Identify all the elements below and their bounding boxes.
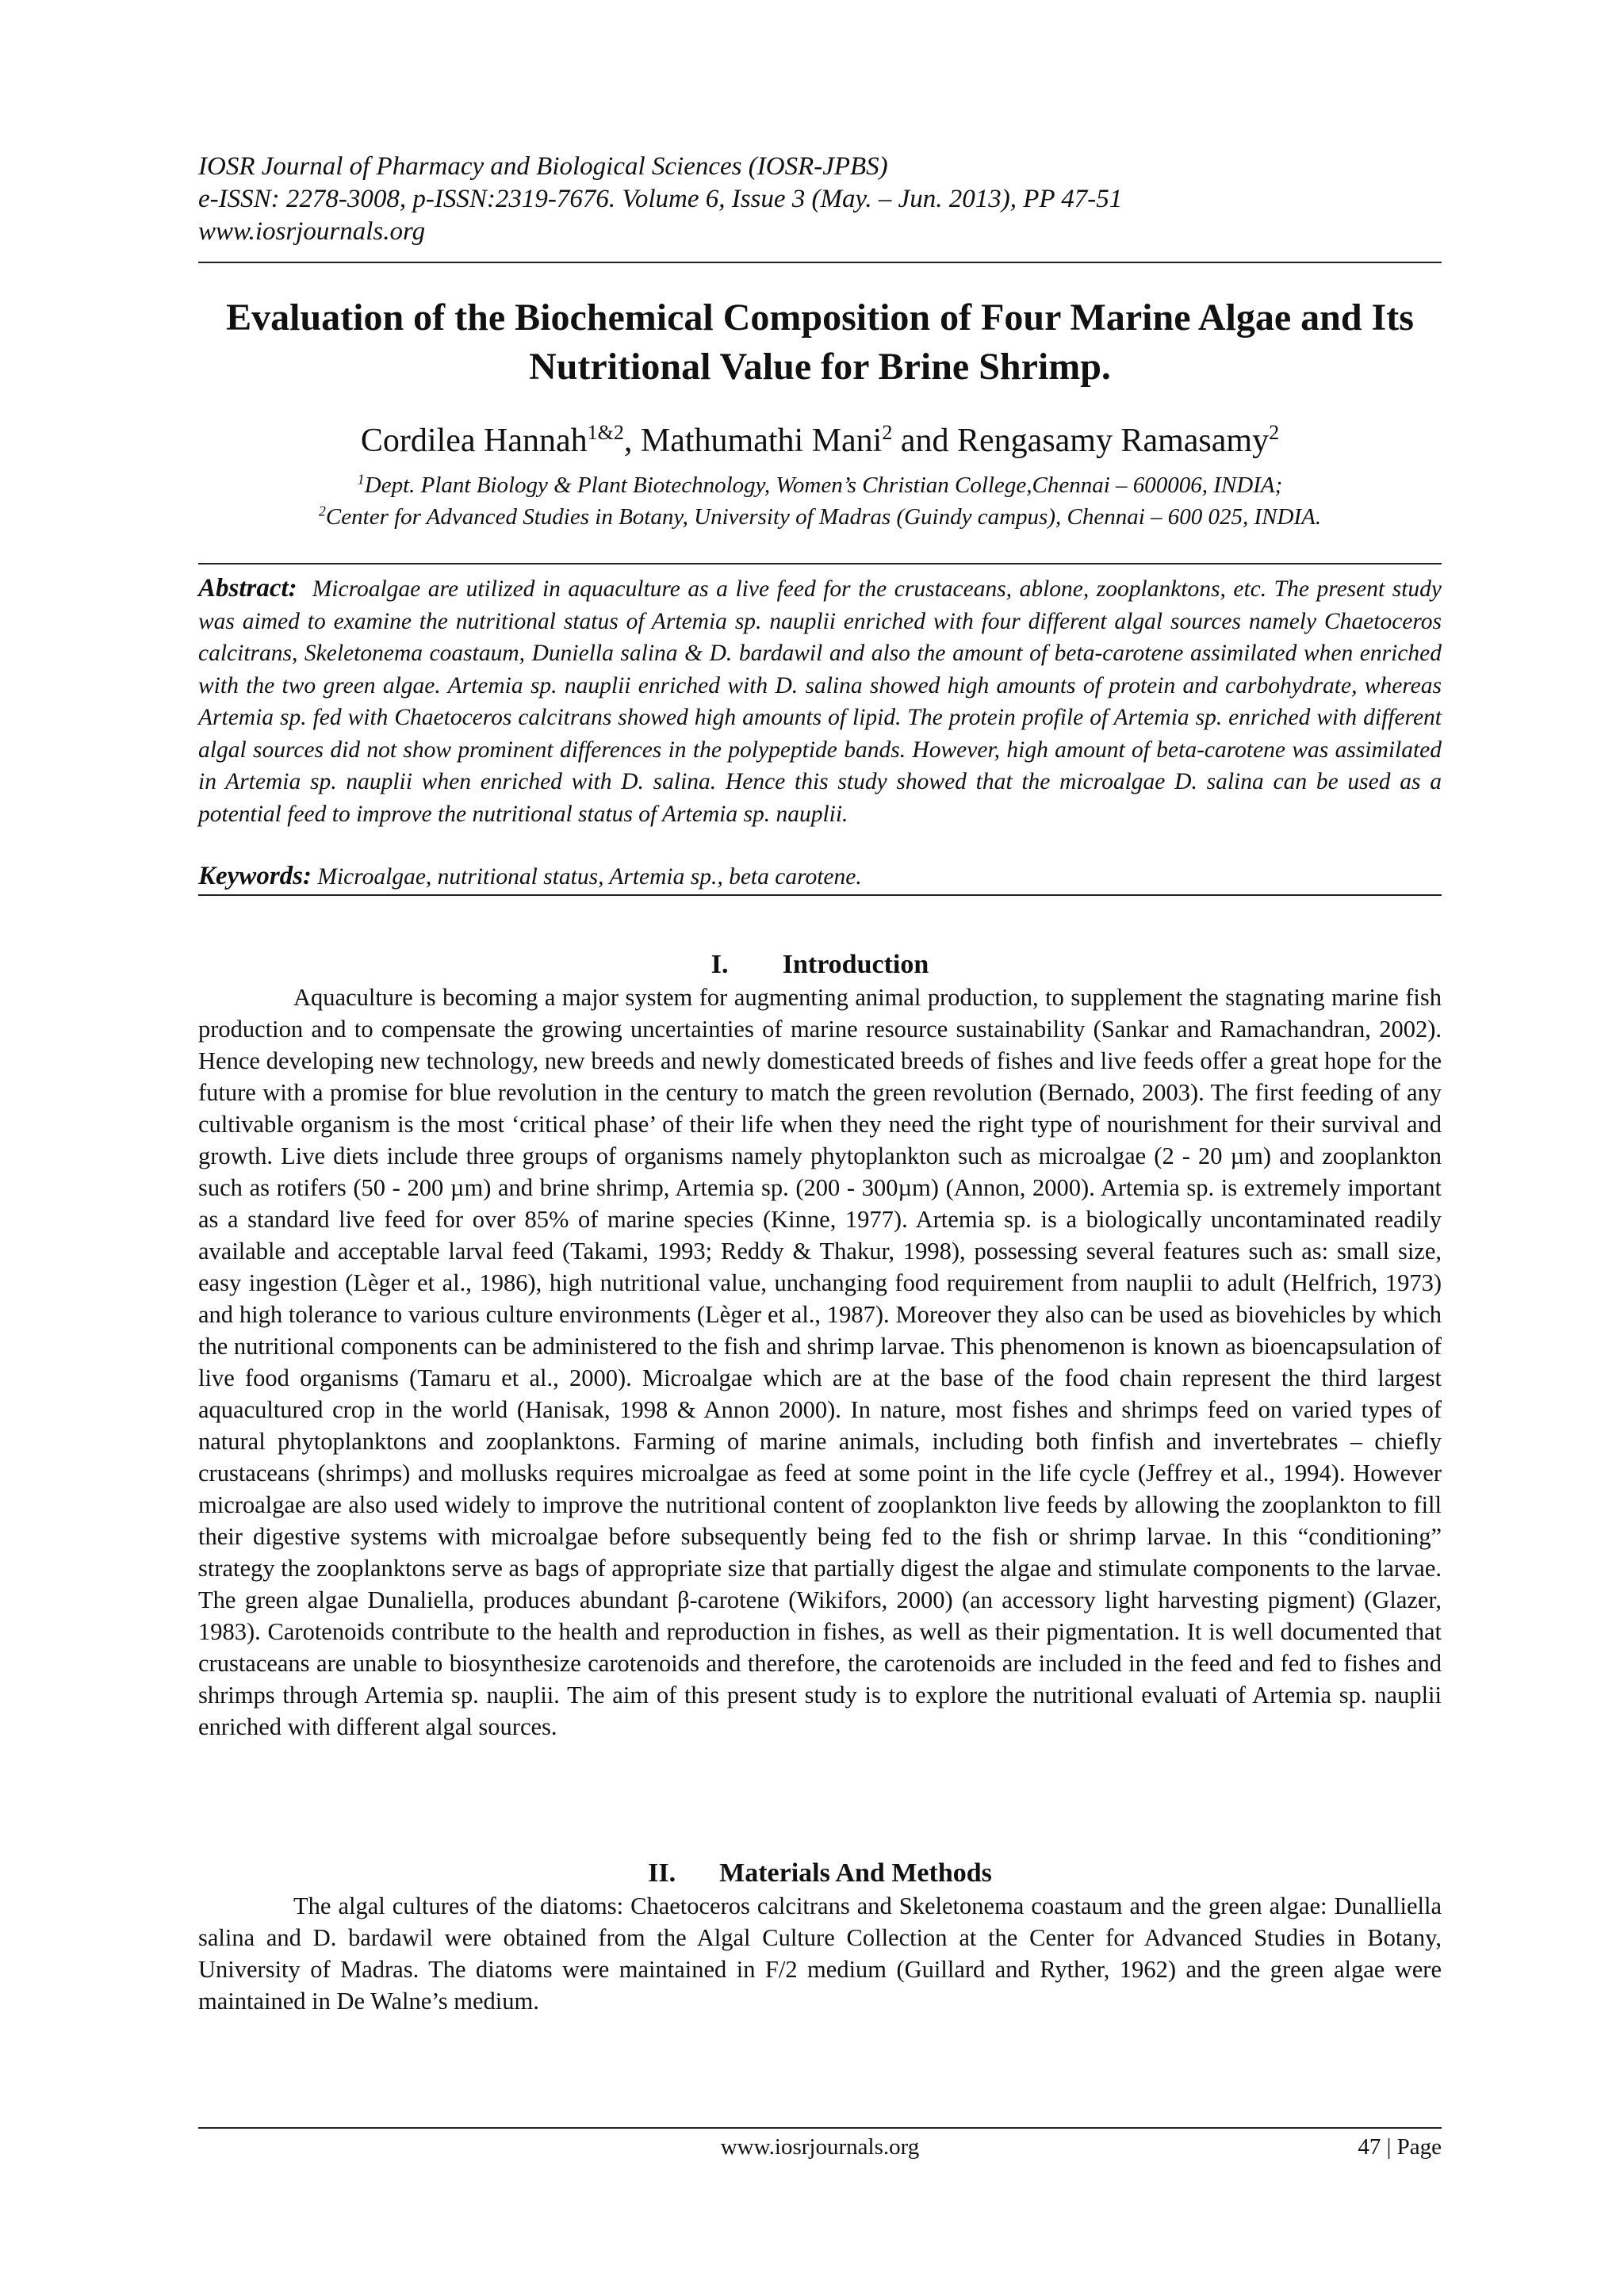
author-affiliation-mark: 1&2 <box>587 421 624 444</box>
author-name: Mathumathi Mani <box>640 423 883 459</box>
keywords-text: Microalgae, nutritional status, Artemia sp., beta carotene. <box>317 864 862 890</box>
abstract-label: Abstract: <box>198 574 297 603</box>
keywords <box>198 860 1442 893</box>
section-title: Materials And Methods <box>719 1858 992 1888</box>
affiliation-text: Dept. Plant Biology & Plant Biotechnology, Women’s Christian College,Chennai – 600006, INDIA; <box>364 473 1283 498</box>
journal-name: IOSR Journal of Pharmacy and Biological Sciences (IOSR-JPBS) <box>198 152 888 181</box>
footer-divider <box>198 2127 1442 2129</box>
paragraph: Aquaculture is becoming a major system for augmenting animal production, to supplement the stagnating marine fish production and to compensate the growing uncertainties of marine resource sustainability (Sankar and Ramachandran, 2002). Hence developing new technology, new breeds and newly domesticated breeds of fishes and live feeds offer a great hope for the future with a promise for blue revolution in the century to match the green revolution (Bernado, 2003). The first feeding of any cultivable organism is the most ‘critical phase’ of their life when they need the right type of nourishment for their survival and growth. Live diets include three groups of organisms namely phytoplankton such as microalgae (2 - 20 µm) and zooplankton such as rotifers (50 - 200 µm) and brine shrimp, Artemia sp. (200 - 300µm) (Annon, 2000). Artemia sp. is extremely important as a standard live feed for over 85% of marine species (Kinne, 1977). Artemia sp. is a biologically uncontaminated readily available and acceptable larval feed (Takami, 1993; Reddy & Thakur, 1998), possessing several features such as: small size, easy ingestion (Lèger et al., 1986), high nutritional value, unchanging food requirement from nauplii to adult (Helfrich, 1973) and high tolerance to various culture environments (Lèger et al., 1987). Moreover they also can be used as biovehicles by which the nutritional components can be administered to the fish and shrimp larvae. This phenomenon is known as bioencapsulation of live food organisms (Tamaru et al., 2000). Microalgae which are at the base of the food chain represent the third largest aquacultured crop in the world (Hanisak, 1998 & Annon 2000). In nature, most fishes and shrimps feed on varied types of natural phytoplanktons and zooplanktons. Farming of marine animals, including both finfish and invertebrates – chiefly crustaceans (shrimps) and mollusks requires microalgae as feed at some point in the life cycle (Jeffrey et al., 1994). However microalgae are also used widely to improve the nutritional content of zooplankton live feeds by allowing the zooplankton to fill their digestive systems with microalgae before subsequently being fed to the fish or shrimp larvae. In this “conditioning” strategy the zooplanktons serve as bags of appropriate size that partially digest the algae and stimulate components to the larvae. The green algae Dunaliella, produces abundant β-carotene (Wikifors, 2000) (an accessory light harvesting pigment) (Glazer, 1983). Carotenoids contribute to the health and reproduction in fishes, as well as their pigmentation. It is well documented that crustaceans are unable to biosynthesize carotenoids and therefore, the carotenoids are included in the feed and fed to fishes and shrimps through Artemia sp. nauplii. The aim of this present study is to explore the nutritional evaluati of Artemia sp. nauplii enriched with different algal sources. <box>198 984 1442 1740</box>
author-separator: and <box>892 423 958 459</box>
paper-title: Evaluation of the Biochemical Composition of Four Marine Algae and Its Nutritional Value for Brine Shrimp. <box>226 297 1414 388</box>
affiliation-line <box>198 501 1442 533</box>
section-number: II. <box>648 1858 676 1888</box>
section-number: I. <box>710 950 729 979</box>
paragraph: The algal cultures of the diatoms: Chaetoceros calcitrans and Skeletonema coastaum and the green algae: Dunalliella salina and D. bardawil were obtained from the Algal Culture Collection at the Center for Advanced Studies in Botany, University of Madras. The diatoms were maintained in F/2 medium (Guillard and Ryther, 1962) and the green algae were maintained in De Walne’s medium. <box>198 1892 1442 2015</box>
author-separator: , <box>623 423 641 459</box>
header-divider <box>198 262 1442 263</box>
footer-website[interactable]: www.iosrjournals.org <box>720 2134 920 2160</box>
affiliation-mark: 2 <box>318 503 326 519</box>
affiliation-mark: 1 <box>357 471 365 488</box>
affiliation-line <box>198 469 1442 501</box>
abstract-text: Microalgae are utilized in aquaculture as a live feed for the crustaceans, ablone, zooplanktons, etc. The present study was aimed to examine the nutritional status of Artemia sp. nauplii enriched with four different algal sources namely Chaetoceros calcitrans, Skeletonema coastaum, Duniella salina & D. bardawil and also the amount of beta-carotene assimilated when enriched with the two green algae. Artemia sp. nauplii enriched with D. salina showed high amounts of protein and carbohydrate, whereas Artemia sp. fed with Chaetoceros calcitrans showed high amounts of lipid. The protein profile of Artemia sp. enriched with different algal sources did not show prominent differences in the polypeptide bands. However, high amount of beta-carotene was assimilated in Artemia sp. nauplii when enriched with D. salina. Hence this study showed that the microalgae D. salina can be used as a potential feed to improve the nutritional status of Artemia sp. nauplii. <box>198 576 1442 827</box>
abstract-divider <box>198 563 1442 564</box>
keywords-divider <box>198 894 1442 896</box>
section-title: Introduction <box>782 950 929 979</box>
affiliation-text: Center for Advanced Studies in Botany, University of Madras (Guindy campus), Chennai – 600 025, INDIA. <box>325 504 1322 530</box>
abstract <box>198 572 1442 830</box>
methods-body <box>198 1890 1442 2017</box>
introduction-body <box>198 982 1442 1743</box>
author-name: Rengasamy Ramasamy <box>957 423 1270 459</box>
journal-website[interactable]: www.iosrjournals.org <box>198 217 426 246</box>
affiliations <box>198 469 1442 533</box>
journal-issn: e-ISSN: 2278-3008, p-ISSN:2319-7676. Volume 6, Issue 3 (May. – Jun. 2013), PP 47-51 <box>198 185 1123 213</box>
author-affiliation-mark: 2 <box>882 421 893 444</box>
author-affiliation-mark: 2 <box>1269 421 1280 444</box>
section-heading-methods <box>198 1857 1442 1890</box>
author-name: Cordilea Hannah <box>360 423 588 459</box>
section-heading-introduction <box>198 948 1442 982</box>
author-list <box>198 420 1442 461</box>
page-number: 47 | Page <box>1358 2134 1442 2160</box>
journal-header <box>198 151 1442 248</box>
keywords-label: Keywords: <box>198 862 312 890</box>
